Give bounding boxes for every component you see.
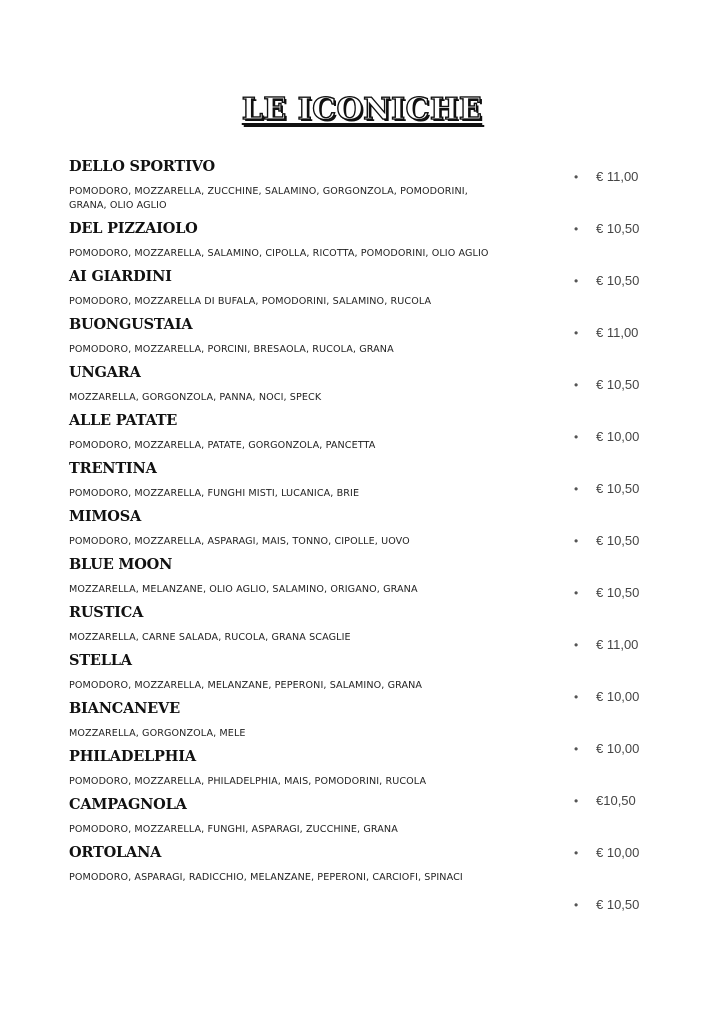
item-ingredients: MOZZARELLA, GORGONZOLA, PANNA, NOCI, SPECK (69, 392, 322, 403)
item-price: € 10,50 (596, 533, 640, 548)
price-row (574, 429, 694, 481)
item-price: € 10,50 (596, 273, 640, 288)
bullet-icon: • (574, 170, 579, 184)
bullet-icon: • (574, 794, 579, 808)
menu-item (69, 158, 489, 213)
item-name: PHILADELPHIA (69, 748, 196, 765)
price-row (574, 585, 694, 637)
item-name: AI GIARDINI (69, 268, 172, 285)
bullet-icon: • (574, 482, 579, 496)
menu-item (69, 508, 489, 549)
item-ingredients: MOZZARELLA, GORGONZOLA, MELE (69, 728, 246, 739)
menu-item (69, 700, 489, 741)
menu-item (69, 220, 489, 261)
item-ingredients: POMODORO, MOZZARELLA, PHILADELPHIA, MAIS, POMODORINI, RUCOLA (69, 776, 427, 787)
item-name: BUONGUSTAIA (69, 316, 193, 333)
bullet-icon: • (574, 430, 579, 444)
item-name: ALLE PATATE (69, 412, 178, 429)
item-ingredients: POMODORO, MOZZARELLA, ASPARAGI, MAIS, TONNO, CIPOLLE, UOVO (69, 536, 410, 547)
price-list (574, 169, 694, 949)
item-price: € 10,50 (596, 221, 640, 236)
item-price: € 10,50 (596, 377, 640, 392)
item-price: € 10,50 (596, 481, 640, 496)
item-price: € 10,00 (596, 741, 640, 756)
item-price: € 11,00 (596, 637, 639, 652)
item-price: € 11,00 (596, 325, 639, 340)
bullet-icon: • (574, 378, 579, 392)
price-row (574, 169, 694, 221)
item-name: DEL PIZZAIOLO (69, 220, 198, 237)
menu-item (69, 844, 489, 885)
menu-item (69, 316, 489, 357)
menu-item (69, 796, 489, 837)
item-name: BLUE MOON (69, 556, 173, 573)
price-row (574, 533, 694, 585)
item-name: UNGARA (69, 364, 141, 381)
item-ingredients: POMODORO, MOZZARELLA, FUNGHI, ASPARAGI, ZUCCHINE, GRANA (69, 824, 398, 835)
item-name: MIMOSA (69, 508, 142, 525)
menu-item (69, 412, 489, 453)
menu-item (69, 460, 489, 501)
price-row (574, 377, 694, 429)
item-price: € 10,50 (596, 585, 640, 600)
price-row (574, 689, 694, 741)
price-row (574, 793, 694, 845)
item-ingredients: POMODORO, MOZZARELLA, PATATE, GORGONZOLA, PANCETTA (69, 440, 376, 451)
bullet-icon: • (574, 898, 579, 912)
price-row (574, 221, 694, 273)
price-row (574, 897, 694, 949)
menu-item (69, 268, 489, 309)
bullet-icon: • (574, 222, 579, 236)
bullet-icon: • (574, 326, 579, 340)
bullet-icon: • (574, 586, 579, 600)
item-name: BIANCANEVE (69, 700, 180, 717)
menu-item (69, 652, 489, 693)
price-row (574, 637, 694, 689)
item-ingredients: POMODORO, MOZZARELLA, PORCINI, BRESAOLA, RUCOLA, GRANA (69, 344, 394, 355)
item-price: € 10,00 (596, 429, 640, 444)
item-ingredients: POMODORO, MOZZARELLA, MELANZANE, PEPERONI, SALAMINO, GRANA (69, 680, 423, 691)
item-ingredients: POMODORO, ASPARAGI, RADICCHIO, MELANZANE, PEPERONI, CARCIOFI, SPINACI (69, 872, 463, 883)
bullet-icon: • (574, 690, 579, 704)
item-name: TRENTINA (69, 460, 157, 477)
item-name: CAMPAGNOLA (69, 796, 187, 813)
bullet-icon: • (574, 638, 579, 652)
price-row (574, 481, 694, 533)
item-ingredients: POMODORO, MOZZARELLA, FUNGHI MISTI, LUCANICA, BRIE (69, 488, 360, 499)
menu-item (69, 364, 489, 405)
item-ingredients: POMODORO, MOZZARELLA, SALAMINO, CIPOLLA, RICOTTA, POMODORINI, OLIO AGLIO (69, 248, 489, 259)
item-name: RUSTICA (69, 604, 144, 621)
price-row (574, 845, 694, 897)
menu-items-list (69, 158, 489, 892)
price-row (574, 325, 694, 377)
bullet-icon: • (574, 534, 579, 548)
item-ingredients: MOZZARELLA, MELANZANE, OLIO AGLIO, SALAMINO, ORIGANO, GRANA (69, 584, 418, 595)
menu-item (69, 556, 489, 597)
bullet-icon: • (574, 274, 579, 288)
item-name: DELLO SPORTIVO (69, 158, 215, 175)
item-price: € 11,00 (596, 169, 639, 184)
item-price: € 10,00 (596, 689, 640, 704)
bullet-icon: • (574, 742, 579, 756)
price-row (574, 273, 694, 325)
item-price: €10,50 (596, 793, 636, 808)
menu-item (69, 604, 489, 645)
price-row (574, 741, 694, 793)
item-name: STELLA (69, 652, 132, 669)
item-ingredients: POMODORO, MOZZARELLA, ZUCCHINE, SALAMINO, GORGONZOLA, POMODORINI, GRANA, OLIO AGLIO (69, 186, 468, 211)
menu-item (69, 748, 489, 789)
item-price: € 10,00 (596, 845, 640, 860)
bullet-icon: • (574, 846, 579, 860)
item-ingredients: POMODORO, MOZZARELLA DI BUFALA, POMODORINI, SALAMINO, RUCOLA (69, 296, 432, 307)
page-title: LE ICONICHE (241, 92, 483, 127)
item-ingredients: MOZZARELLA, CARNE SALADA, RUCOLA, GRANA SCAGLIE (69, 632, 351, 643)
item-price: € 10,50 (596, 897, 640, 912)
item-name: ORTOLANA (69, 844, 162, 861)
